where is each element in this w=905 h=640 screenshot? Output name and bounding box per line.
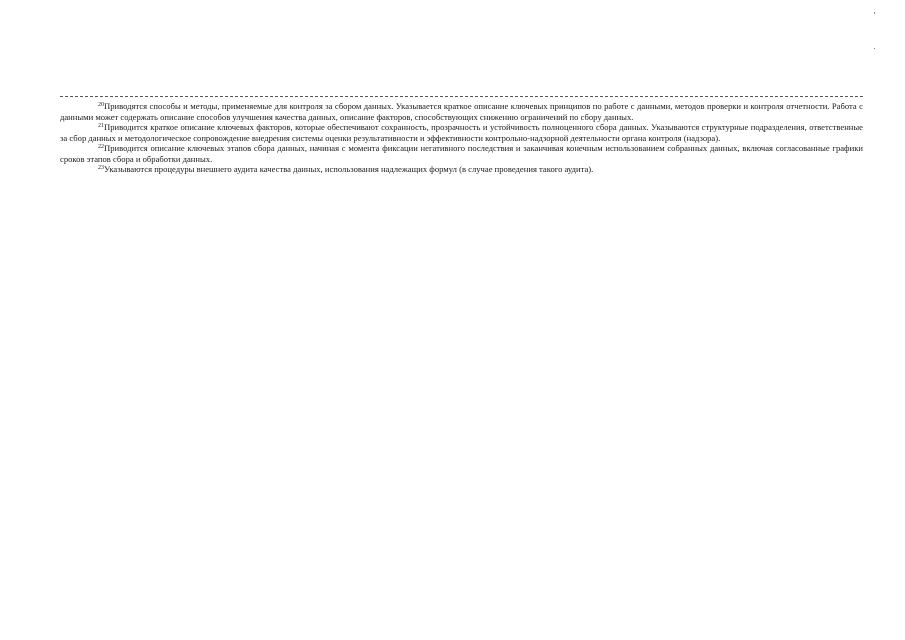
footnote-number: 22 <box>98 144 104 150</box>
scan-speck <box>874 48 875 49</box>
footnotes-block <box>60 101 863 175</box>
footnote-20 <box>60 101 863 122</box>
footnote-text: Приводятся способы и методы, применяемые для контроля за сбором данных. Указывается краткое описание ключевых принципов по работе с данными, методов проверки и контроля отчетности. Работа с данными может содержать описание способов улучшения качества данных, описание факторов, способствующих снижению ограничений по сбору данных. <box>60 101 863 122</box>
scan-speck <box>874 12 875 14</box>
footnote-number: 21 <box>98 123 104 129</box>
footnote-number: 23 <box>98 165 104 171</box>
footnote-text: Приводится краткое описание ключевых факторов, которые обеспечивают сохранность, прозрачность и устойчивость полноценного сбора данных. Указываются структурные подразделения, ответственные за сбор данных и методологическое сопровождение внедрения системы оценки результативности и эффективности контрольно-надзорной деятельности органа контроля (надзора). <box>60 122 863 143</box>
footnote-separator <box>60 96 863 97</box>
footnote-number: 20 <box>98 102 104 108</box>
footnote-text: Приводится описание ключевых этапов сбора данных, начиная с момента фиксации негативного последствия и заканчивая конечным использованием собранных данных, включая согласованные графики сроков этапов сбора и обработки данных. <box>60 143 863 164</box>
footnote-22 <box>60 143 863 164</box>
footnote-text: Указываются процедуры внешнего аудита качества данных, использования надлежащих формул (в случае проведения такого аудита). <box>104 164 594 174</box>
footnote-21 <box>60 122 863 143</box>
footnote-23 <box>60 164 863 175</box>
